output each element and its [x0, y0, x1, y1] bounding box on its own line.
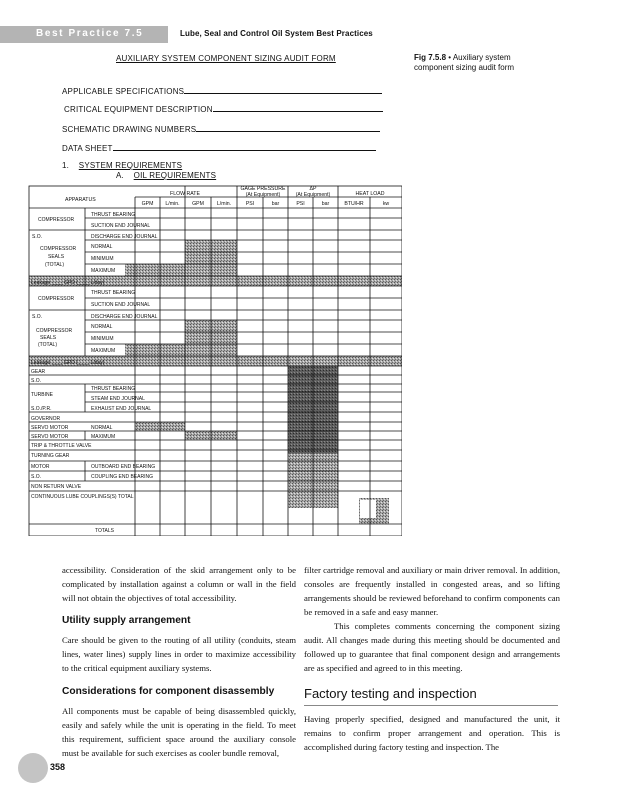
left-column-para1: accessibility. Consideration of the skid arrangement only to be complicated by installation against a column or wall in the field will not obtain the objectives of total accessibility.: [62, 565, 296, 603]
row-label: GOVERNOR: [31, 416, 61, 422]
row-label: OUTBOARD END BEARING: [91, 464, 156, 470]
section-title: SYSTEM REQUIREMENTS: [78, 161, 183, 170]
heading-component-disassembly: Considerations for component disassembly: [62, 686, 275, 697]
row-label: (TOTAL): [38, 342, 57, 348]
row-label: TURNING GEAR: [31, 453, 70, 459]
form-field-drawing-numbers: [62, 124, 380, 134]
heading-rule: [304, 705, 558, 706]
subsection-title: OIL REQUIREMENTS: [133, 171, 217, 180]
col-header-delta-p: ΔP: [309, 186, 317, 192]
form-field-blank[interactable]: [196, 124, 380, 132]
section-heading: [62, 161, 182, 170]
col-header-apparatus: APPARATUS: [65, 197, 96, 203]
col-header-delta-p-sub: (At Equipment): [295, 192, 331, 198]
unit-label: bar: [271, 201, 280, 207]
right-column-para3: Having properly specified, designed and manufactured the unit, it remains to confirm proper arrangement and operation. This is accomplished during factory testing and inspection. The: [304, 714, 560, 752]
page-number-marker: [18, 753, 48, 783]
row-label: DISCHARGE END JOURNAL: [91, 314, 158, 320]
row-label: S.O.: [32, 314, 43, 320]
row-label: DISCHARGE END JOURNAL: [91, 234, 158, 240]
shaded-cell: [125, 264, 237, 276]
blank-patch: [360, 500, 376, 518]
figure-caption-line1: Auxiliary system: [452, 53, 511, 62]
form-field-blank[interactable]: [113, 143, 376, 151]
row-label: TURBINE: [31, 392, 53, 398]
row-label: Leakage ____ GPD (____ L/day): [31, 360, 105, 366]
form-field-label: SCHEMATIC DRAWING NUMBERS: [62, 125, 197, 134]
row-label: MOTOR: [31, 464, 50, 470]
form-field-blank[interactable]: [213, 104, 383, 112]
row-label: SERVO MOTOR: [31, 434, 69, 440]
figure-number: Fig 7.5.8: [414, 53, 447, 62]
page-number: 358: [50, 762, 66, 772]
row-label: NORMAL: [91, 244, 113, 250]
form-field-specifications: [62, 86, 382, 96]
section-number: 1.: [62, 161, 70, 170]
left-column-para3: All components must be capable of being disassembled quickly, easily and safely while the unit is operating in the field. To meet this requirement, sufficient space around the auxiliary console must be available for such exercises as cooler bundle removal,: [62, 706, 296, 758]
row-label: Leakage ____ GPD (____ L/day): [31, 280, 105, 286]
row-label: NORMAL: [91, 324, 113, 330]
row-label: STEAM END JOURNAL: [91, 396, 145, 402]
col-header-heat-load: HEAT LOAD: [355, 191, 385, 197]
row-label: THRUST BEARING: [91, 386, 136, 392]
row-label: S.O.: [31, 378, 42, 384]
col-header-pressure: GAGE PRESSURE: [240, 186, 286, 192]
unit-label: bar: [321, 201, 330, 207]
row-label: SEALS: [48, 254, 65, 260]
unit-label: L/min.: [165, 201, 180, 207]
figure-bullet: •: [448, 53, 452, 62]
row-label: MINIMUM: [91, 336, 114, 342]
row-label: SUCTION END JOURNAL: [91, 302, 151, 308]
audit-form-table: [28, 180, 402, 536]
section-label: Best Practice 7.5: [36, 28, 144, 39]
subsection-heading: [116, 171, 216, 180]
row-label: MINIMUM: [91, 256, 114, 262]
unit-label: GPM: [141, 201, 154, 207]
form-field-blank[interactable]: [184, 86, 382, 94]
row-label: (TOTAL): [45, 262, 64, 268]
unit-label: kw: [382, 201, 390, 207]
row-label: SERVO MOTOR: [31, 425, 69, 431]
row-label: S.O.: [31, 474, 42, 480]
form-field-label: CRITICAL EQUIPMENT DESCRIPTION: [64, 105, 213, 114]
row-label: THRUST BEARING: [91, 290, 136, 296]
col-header-pressure-sub: (At Equipment): [245, 192, 281, 198]
heading-factory-testing: Factory testing and inspection: [304, 686, 477, 701]
row-label: COUPLING END BEARING: [91, 474, 153, 480]
unit-label: PSI: [245, 201, 255, 207]
row-label: THRUST BEARING: [91, 212, 136, 218]
row-label: COMPRESSOR: [40, 246, 77, 252]
row-label: SUCTION END JOURNAL: [91, 223, 151, 229]
row-label: S.O.: [32, 234, 43, 240]
heading-utility-supply: Utility supply arrangement: [62, 615, 191, 626]
unit-label: GPM: [192, 201, 204, 207]
row-label: SEALS: [40, 335, 57, 341]
figure-caption: [414, 53, 564, 73]
row-label: GEAR: [31, 369, 46, 375]
row-label: EXHAUST END JOURNAL: [91, 406, 152, 412]
unit-label: BTU/HR: [344, 201, 364, 207]
col-header-flow-rate: FLOW RATE: [170, 191, 200, 197]
unit-label: L/min.: [216, 201, 232, 207]
form-title: AUXILIARY SYSTEM COMPONENT SIZING AUDIT FORM: [116, 54, 336, 63]
section-label-band: [0, 26, 168, 43]
form-field-equipment: [64, 104, 383, 114]
row-label: S.O./P.R.: [31, 406, 52, 412]
right-column-para1: filter cartridge removal and auxiliary or main driver removal. In addition, consoles are frequently installed in congested areas, and so lifting arrangements should be reviewed beforehand to confirm components can be removed in a safe and easy manner.: [304, 565, 560, 617]
row-label: COMPRESSOR: [38, 217, 75, 223]
form-field-label: APPLICABLE SPECIFICATIONS: [62, 87, 185, 96]
table-header: [65, 186, 389, 207]
row-label: TRIP & THROTTLE VALVE: [31, 443, 92, 449]
left-column-para2: Care should be given to the routing of all utility (conduits, steam lines, water lines) supply lines in order to maximize accessibility to the critical equipment auxiliary systems.: [62, 635, 296, 673]
running-title: Lube, Seal and Control Oil System Best Practices: [180, 29, 373, 38]
shaded-cell: [125, 344, 237, 356]
unit-label: PSI: [296, 201, 305, 207]
right-column-para2: This completes comments concerning the component sizing audit. All changes made during this meeting should be documented and followed up to guarantee that final component design and arrangements are as specified and agreed to in this meeting.: [304, 621, 560, 673]
row-label: MAXIMUM: [91, 268, 116, 274]
row-label: NON RETURN VALVE: [31, 484, 82, 490]
row-label-totals: TOTALS: [95, 528, 114, 534]
form-field-data-sheet: [62, 143, 376, 153]
row-label: MAXIMUM: [91, 348, 116, 354]
subsection-letter: A.: [116, 171, 124, 180]
row-label: CONTINUOUS LUBE COUPLINGS(S) TOTAL: [31, 494, 134, 500]
form-field-label: DATA SHEET: [62, 144, 113, 153]
row-label: MAXIMUM: [91, 434, 116, 440]
figure-caption-line2: component sizing audit form: [414, 63, 515, 72]
row-label: COMPRESSOR: [36, 328, 73, 334]
row-label: COMPRESSOR: [38, 296, 75, 302]
row-labels: [31, 212, 158, 534]
row-label: NORMAL: [91, 425, 113, 431]
